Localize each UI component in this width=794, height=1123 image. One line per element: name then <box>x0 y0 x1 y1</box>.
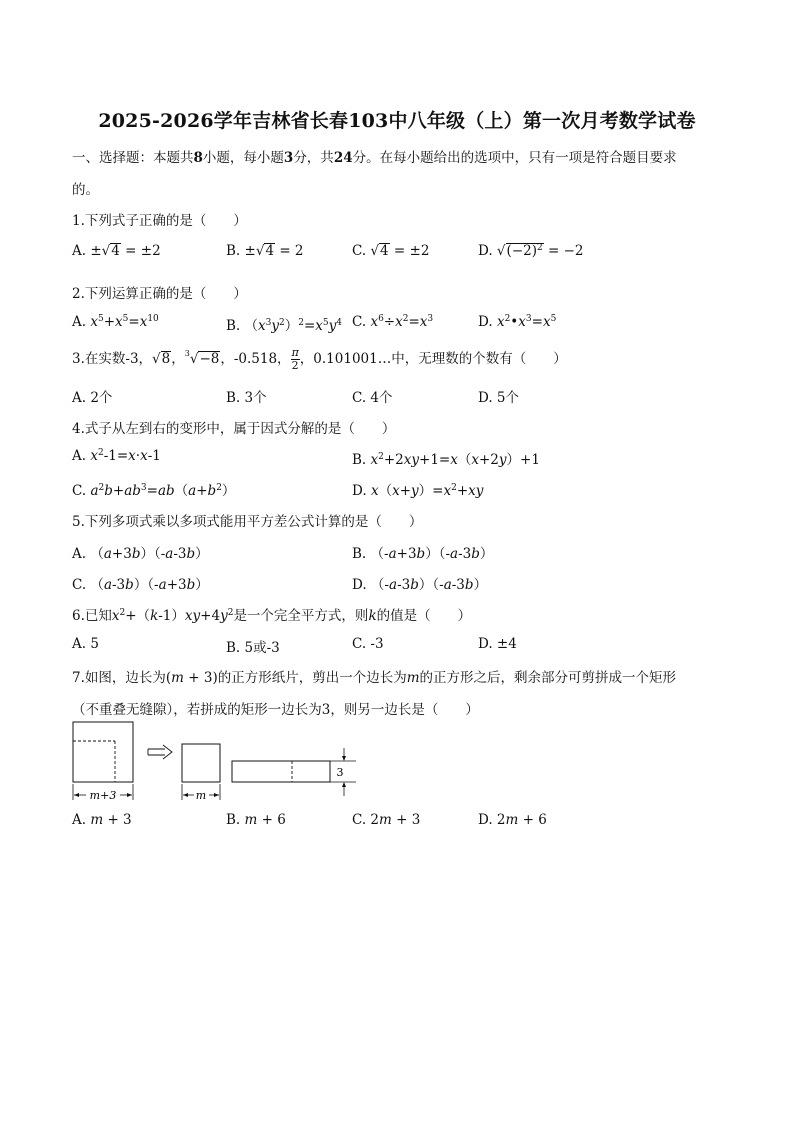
pi-over-2-fraction: $\frac{\pi}{2}$ <box>291 346 299 372</box>
section-text: 分，共 <box>293 150 334 166</box>
option-label: D. <box>478 314 493 330</box>
small-square <box>182 744 220 782</box>
q5-option-b: B. （-a+3b）（-a-3b） <box>352 546 494 562</box>
result-rectangle <box>232 761 330 782</box>
option-label: B. <box>352 452 367 468</box>
question-3-stem: 3.在实数-3，√8，$^3$√−8，-0.518， $\frac{\pi}{2}$ ，0.101001…中，无理数的个数有（ ） <box>72 346 567 372</box>
small-square-side-label: m <box>195 789 207 802</box>
question-7-stem-line1: 7.如图，边长为(m + 3)的正方形纸片，剪出一个边长为m的正方形之后，剩余部分可剪拼成一个矩形 <box>72 670 677 686</box>
big-square-side-label: m+3 <box>89 789 117 802</box>
option-label: D. <box>352 577 367 593</box>
q7-option-d: D. 2m + 6 <box>478 812 547 828</box>
q1-option-c: C. √4 = ±2 <box>352 243 430 259</box>
section-instructions <box>72 146 677 166</box>
option-label: D. <box>478 243 493 259</box>
q3-option-b: B. 3个 <box>226 390 267 406</box>
stem-text: ，-0.518， <box>220 351 291 367</box>
q3-option-d: D. 5个 <box>478 390 520 406</box>
q7-option-b: B. m + 6 <box>226 812 286 828</box>
q1-option-d: D. $√(-2)^2 = -2$ <box>478 243 584 259</box>
section-text: 一、选择题：本题共 <box>72 150 194 166</box>
q1-option-a: A. ±√4 = ±2 <box>72 243 161 259</box>
points-each: 3 <box>283 150 294 166</box>
q7-option-a: A. m + 3 <box>72 812 132 828</box>
option-label: B. <box>226 812 241 828</box>
q3-option-c: C. 4个 <box>352 390 393 406</box>
q2-option-c: C. $x^6\div x^2=x^3$ <box>352 314 434 330</box>
option-label: C. <box>72 483 87 499</box>
question-5-stem: 5.下列多项式乘以多项式能用平方差公式计算的是（ ） <box>72 514 423 530</box>
q6-option-d: D. ±4 <box>478 636 517 652</box>
big-square <box>73 722 133 782</box>
stem-text: 的值是（ ） <box>376 608 472 624</box>
option-label: B. <box>226 243 241 259</box>
stem-text: 的正方形纸片，剪出一个边长为 <box>217 670 407 686</box>
option-label: A. <box>72 812 87 828</box>
option-label: C. <box>352 812 367 828</box>
q7-figure <box>68 718 368 804</box>
q3-option-a: A. 2个 <box>72 390 113 406</box>
q5-option-c: C. （a-3b）（-a+3b） <box>72 577 209 593</box>
option-label: C. <box>352 243 367 259</box>
option-label: A. <box>72 546 87 562</box>
q4-option-c: C. $a^2b+ab^3=ab(a+b^2)$ <box>72 483 236 499</box>
rectangle-side-label: 3 <box>336 766 344 779</box>
stem-text: 3.在实数-3， <box>72 351 153 367</box>
option-label: A. <box>72 448 87 464</box>
transform-arrow-icon <box>148 745 172 759</box>
q2-option-b: B. $(x^3y^2)^2=x^5y^4$ <box>226 318 343 334</box>
option-label: C. <box>72 577 87 593</box>
stem-text: 6.已知 <box>72 608 112 624</box>
option-label: B. <box>226 318 241 334</box>
question-2-stem: 2.下列运算正确的是（ ） <box>72 286 247 302</box>
option-label: B. <box>352 546 367 562</box>
q5-option-d: D. （-a-3b）（-a-3b） <box>352 577 488 593</box>
q6-option-b: B. 5或-3 <box>226 640 280 656</box>
section-text: 分。在每小题给出的选项中，只有一项是符合题目要求 <box>352 150 677 166</box>
option-label: D. <box>478 812 493 828</box>
q4-option-a: A. $x^2-1=x\cdot x-1$ <box>72 448 161 464</box>
question-7-stem-line2: （不重叠无缝隙），若拼成的矩形一边长为3，则另一边长是（ ） <box>72 702 479 718</box>
option-label: A. <box>72 243 87 259</box>
q6-option-c: C. -3 <box>352 636 384 652</box>
q6-option-a: A. 5 <box>72 636 99 652</box>
q4-option-b: B. $x^2+2xy+1=x(x+2y)+1$ <box>352 452 540 468</box>
question-6-stem: 6.已知$x^2+(k-1)xy+4y^2$是一个完全平方式，则k的值是（ ） <box>72 608 472 624</box>
section-text: 小题，每小题 <box>202 150 284 166</box>
stem-text: （不重叠无缝隙），若拼成的矩形一边长为 <box>72 702 322 718</box>
points-total: 24 <box>333 150 353 166</box>
stem-text: ，则另一边长是（ ） <box>330 702 479 718</box>
stem-text: 的正方形之后，剩余部分可剪拼成一个矩形 <box>419 670 677 686</box>
option-label: C. <box>352 314 367 330</box>
stem-text: 7.如图，边长为 <box>72 670 166 686</box>
question-count: 8 <box>193 150 203 166</box>
q2-option-a: A. $x^5+x^5=x^{10}$ <box>72 314 159 330</box>
q5-option-a: A. （a+3b）（-a-3b） <box>72 546 209 562</box>
question-4-stem: 4.式子从左到右的变形中，属于因式分解的是（ ） <box>72 421 396 437</box>
option-label: D. <box>352 483 367 499</box>
q4-option-d: D. $x(x+y)=x^2+xy$ <box>352 483 484 499</box>
q7-option-c: C. 2m + 3 <box>352 812 421 828</box>
page-title: 2025-2026学年吉林省长春103中八年级（上）第一次月考数学试卷 <box>98 110 696 132</box>
section-instructions-cont: 的。 <box>72 182 99 198</box>
question-1-stem: 1.下列式子正确的是（ ） <box>72 213 247 229</box>
stem-text: 是一个完全平方式，则 <box>233 608 369 624</box>
q2-option-d: D. $x^2•x^3=x^5$ <box>478 314 557 330</box>
option-label: A. <box>72 314 87 330</box>
q1-option-b: B. ±√4 = 2 <box>226 243 304 259</box>
stem-text: ，0.101001…中，无理数的个数有（ ） <box>299 351 567 367</box>
